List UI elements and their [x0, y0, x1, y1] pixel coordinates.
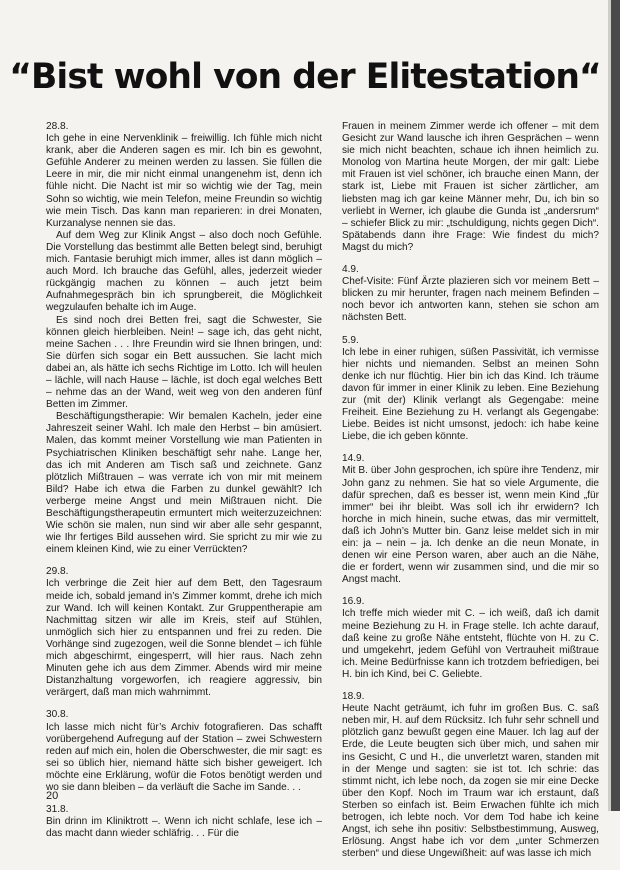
right-column [342, 121, 599, 870]
entry-paragraph: Ich verbringe die Zeit hier auf dem Bett, den Tagesraum meide ich, sobald jemand in’s Zimmer kommt, drehe ich mich zur Wand. Ich will keinen Kontakt. Zur Gruppentherapie am Nachmittag sitzen wir alle im Kreis, steif auf Stühlen, unmöglich sich hier zu entspannen und frei zu reden. Die Vorhänge sind zugezogen, weil die Sonne blendet – ich fühle mich abgeschirmt, eingesperrt, will hier raus. Nach zehn Minuten gehe ich aus dem Zimmer. Abends wird mir meine Distanzhaltung vorgeworfen, ich reagiere aggressiv, bin verärgert, daß man mich wahrnimmt. [46, 578, 322, 699]
entry-date: 16.9. [342, 596, 365, 608]
entry-paragraph: Frauen in meinem Zimmer werde ich offener – mit dem Gesicht zur Wand lausche ich ihren Gesprächen – wenn sie mich nicht beachten, schaue ich ihnen heimlich zu. Monolog von Martina heute Morgen, der mir galt: Liebe mit Frauen ist viel schöner, ich brauche einen Mann, der stark ist, Liebe mit Frauen ist sicher zärtlicher, am liebsten mag ich gar keine Männer mehr, Du, ich bin so verliebt in Werner, ich glaube die Gunda ist „andersrum“ – schiefer Blick zu mir: „tschuldigung, nichts gegen Dich“. Spätabends dann ihre Frage: Wie findest du mich? Magst du mich? [342, 121, 599, 253]
entry-date: 5.9. [342, 334, 359, 346]
diary-entry [342, 121, 599, 254]
entry-paragraph: Ich lebe in einer ruhigen, süßen Passivität, ich vermisse hier nichts und niemanden. Selbst an meinen Sohn denke ich nur flüchtig. Hier bin ich das Kind. Ich träume davon für immer in einer Klinik zu leben. Eine Beziehung zur (mit der) Klinik verlangt als Gegengabe: meine Freiheit. Eine Beziehung zu H. verlangt als Gegengabe: Liebe. Beides ist nicht umsonst, jedoch: ich habe keine Liebe, die ich geben könnte. [342, 346, 599, 443]
page-number: 20 [46, 790, 59, 802]
entry-paragraph: Beschäftigungstherapie: Wir bemalen Kacheln, jeder eine Jahreszeit seiner Wahl. Ich male den Herbst – bin amüsiert. Malen, das kommt meiner Vorstellung wie man Patienten in Psychiatrischen Kliniken beschäftigt sehr nahe. Lange her, das ich mit Anderen am Tisch saß und zeichnete. Ganz plötzlich Mißtrauen – was verrate ich von mir mit meinem Bild? Habe ich etwa die Farben zu dunkel gewählt? Ich verberge meine Angst und mein Mißtrauen nicht. Die Beschäftigungstherapeutin ermuntert mich weiterzuzeichnen: Wie schön sie malen, nun sind wir aber alle sehr gespannt, wie Ihr fertiges Bild aussehen wird. Sie spricht zu mir wie zu einem kleinen Kind, wie zu einer Verrückten? [46, 411, 322, 556]
entry-paragraph: Bin drinn im Kliniktrott –. Wenn ich nicht schlafe, lese ich – das macht dann wieder schläfrig. . . Für die [46, 816, 322, 840]
diary-entry [46, 121, 322, 556]
entry-date: 29.8. [46, 566, 69, 578]
entry-paragraph: Mit B. über John gesprochen, ich spüre ihre Tendenz, mir John ganz zu nehmen. Sie hat so viele Argumente, die dafür sprechen, daß es besser ist, wenn mein Kind „für immer“ bei ihr bleibt. Was soll ich ihr erwidern? Ich horche in mich hinein, suche etwas, das mir vermittelt, daß ich John’s Mutter bin. Ganz leise meldet sich in mir ein: ja – nein – ja. Ich denke an die neun Monate, in denen wir eine Person waren, aber auch an die Nähe, die er fordert, wenn wir zusammen sind, und die mir so Angst macht. [342, 465, 599, 586]
entry-date: 30.8. [46, 709, 69, 721]
entry-date: 18.9. [342, 691, 365, 703]
entry-paragraph: Es sind noch drei Betten frei, sagt die Schwester, Sie können gleich hierbleiben. Nein! – sage ich, das geht nicht, meine Sachen . . . Ihre Freundin wird sie Ihnen bringen, und: Sie dürfen sich sogar ein Bett aussuchen. Sie lacht mich dabei an, als hätte ich sechs Richtige im Lotto. Ich will heulen – lächle, will nach Hause – lächle, ist doch egal welches Bett – nehme das an der Wand, weit weg von den anderen fünf Betten im Zimmer. [46, 314, 322, 411]
left-column [46, 121, 322, 850]
entry-paragraph: Auf dem Weg zur Klinik Angst – also doch noch Gefühle. Die Vorstellung das bestimmt alle Betten belegt sind, beruhigt mich. Fantasie beruhigt mich immer, alles ist dann möglich – auch Mord. Ich brauche das Gefühl, alles, jederzeit wieder rückgängig machen zu können – auch jetzt beim Aufnahmegespräch bin ich sprungbereit, die Möglichkeit wegzulaufen behalte ich im Auge. [46, 229, 322, 314]
entry-paragraph: Ich gehe in eine Nervenklinik – freiwillig. Ich fühle mich nicht krank, aber die Anderen sagen es mir. Ich bin es gewohnt, Gefühle Anderer zu meinen werden zu lassen. Sie füllen die Leere in mir, die mir nicht einmal unangenehm ist, denn ich fühle nicht. Die Nacht ist mir so wichtig wie der Tag, mein Sohn so wichtig, wie mein Telefon, meine Freundin so wichtig wie mein Tisch. Das kann man reparieren: in drei Monaten, Kurzanalyse nennen sie das. [46, 133, 322, 229]
entry-paragraph: Ich lasse mich nicht für’s Archiv fotografieren. Das schafft vorübergehend Aufregung auf der Station – zwei Schwestern reden auf mich ein, holen die Oberschwester, die mir sagt: es sei so üblich hier, niemand hätte sich bisher geweigert. Ich möchte eine Erklärung, wofür die Fotos benötigt werden und wo sie dann bleiben – da verläuft die Sache im Sande. . . [46, 721, 322, 793]
diary-entry [342, 596, 599, 681]
diary-entry [46, 566, 322, 699]
entry-date: 31.8. [46, 804, 69, 816]
diary-entry [46, 709, 322, 794]
entry-paragraph: Ich treffe mich wieder mit C. – ich weiß, daß ich damit meine Beziehung zu H. in Frage stelle. Ich achte darauf, daß keine zu große Nähe entsteht, flüchte von H. zu C. und umgekehrt, jedem Gefühl von Vertrauheit mißtraue ich. Meine Bedürfnisse kann ich trotzdem befriedigen, bei H. bin ich Kind, bei C. Geliebte. [342, 608, 599, 680]
diary-entry [342, 691, 599, 860]
diary-entry [342, 264, 599, 324]
entry-date: 14.9. [342, 453, 365, 465]
entry-date: 28.8. [46, 121, 69, 132]
diary-entry [342, 335, 599, 444]
entry-date: 4.9. [342, 264, 359, 276]
diary-entry [46, 804, 322, 840]
diary-entry [342, 453, 599, 586]
entry-paragraph: Chef-Visite: Fünf Ärzte plazieren sich vor meinem Bett – blicken zu mir herunter, fragen nach meinem Befinden – noch bevor ich antworten kann, stehen sie schon am nächsten Bett. [342, 276, 599, 324]
page-edge [611, 0, 620, 811]
entry-paragraph: Heute Nacht geträumt, ich fuhr im großen Bus. C. saß neben mir, H. auf dem Rücksitz. Ich fuhr sehr schnell und plötzlich ganz bewußt gegen eine Mauer. Ich lag auf der Erde, die Leute beugten sich über mich, und sahen mir ins Gesicht, C und H., die unverletzt waren, standen mit in der Menge und sagten: sie ist tot. Ich schrie: das stimmt nicht, ich lebe noch, da zogen sie mir eine Decke über den Kopf. Noch im Traum war ich erstaunt, daß Sterben so einfach ist. Beim Erwachen fühlte ich mich betrogen, ich lebte noch. Vor dem Tod habe ich keine Angst, ich sehe ihn positiv: Selbstbestimmung, Ausweg, Erlösung. Angst habe ich vor dem „unter Schmerzen sterben“ und diese Ungewißheit: auf was lasse ich mich [342, 703, 599, 860]
article-title: “Bist wohl von der Elitestation“ [9, 57, 601, 98]
